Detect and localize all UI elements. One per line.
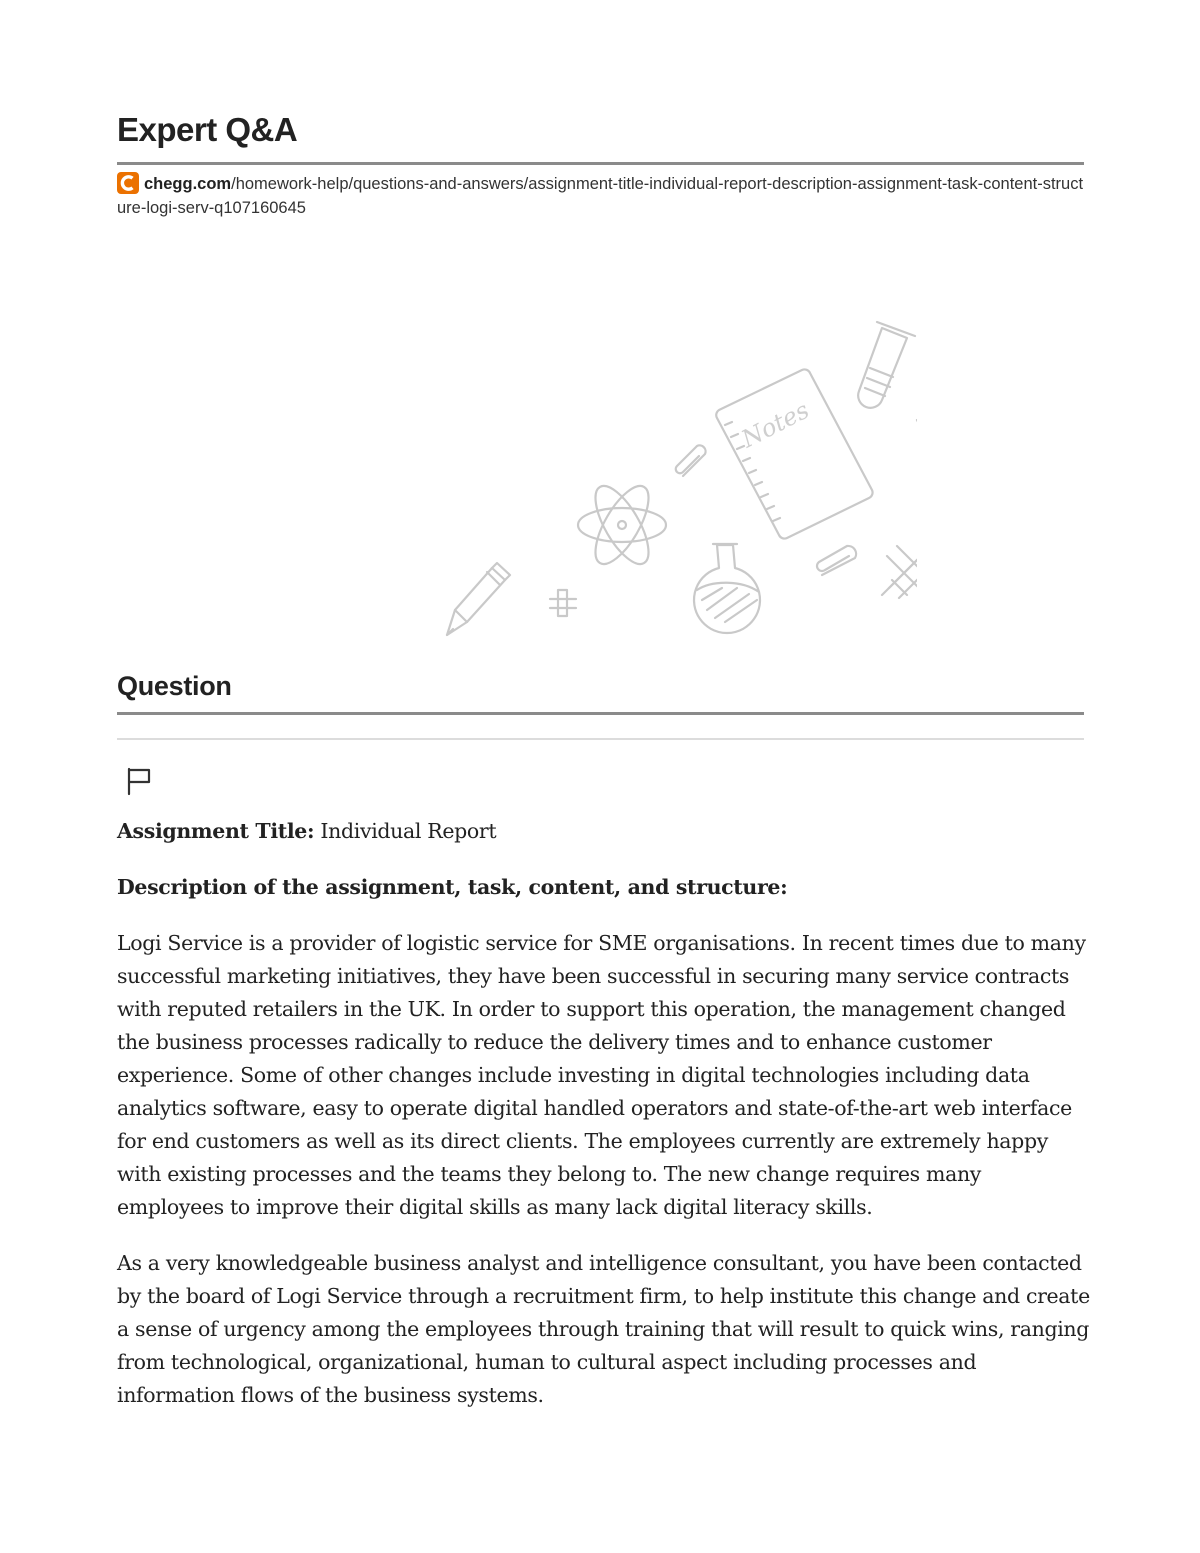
assignment-title-label: Assignment Title: [117, 819, 315, 843]
source-link[interactable] [117, 172, 1084, 220]
question-heading: Question [117, 671, 232, 701]
paperclip-icon [676, 445, 706, 476]
assignment-title-line [117, 815, 1092, 848]
notebook-label: Notes [737, 395, 814, 454]
question-divider [117, 712, 1084, 715]
question-paragraph: As a very knowledgeable business analyst and intelligence consultant, you have been contacted by the board of Logi Service through a recruitment firm, to help institute this change and create a sense of urgency among the employees through training that will result to quick wins, ranging from technological, organizational, human to cultural aspect including processes and information flows of the business systems. [117, 1251, 1090, 1407]
description-heading: Description of the assignment, task, content, and structure: [117, 875, 788, 899]
atom-icon [578, 478, 666, 571]
question-subdivider [117, 738, 1084, 740]
cross-icon [882, 546, 917, 598]
study-doodle-illustration [327, 250, 917, 650]
page-title: Expert Q&A [117, 111, 298, 148]
source-path: /homework-help/questions-and-answers/assignment-title-individual-report-description-assignment-task-content-structure-logi-serv-q107160645 [117, 175, 1084, 217]
plus-icon [550, 590, 576, 616]
test-tube-icon [858, 322, 915, 408]
chegg-logo-icon [117, 172, 139, 194]
flask-icon [694, 544, 760, 633]
question-paragraph: Logi Service is a provider of logistic service for SME organisations. In recent times due to many successful marketing initiatives, they have been successful in securing many service contracts with reputed retailers in the UK. In order to support this operation, the management changed the business processes radically to reduce the delivery times and to enhance customer experience. Some of other changes include investing in digital technologies including data analytics software, easy to operate digital handled operators and state-of-the-art web interface for end customers as well as its direct clients. The employees currently are extremely happy with existing processes and the teams they belong to. The new change requires many employees to improve their digital skills as many lack digital literacy skills. [117, 931, 1086, 1219]
notebook-icon [716, 369, 872, 538]
source-domain: chegg.com [144, 175, 232, 193]
question-body [117, 815, 1092, 1435]
assignment-title-value: Individual Report [320, 819, 497, 843]
paperclip-icon [817, 546, 856, 575]
pencil-icon [447, 563, 510, 635]
title-divider [117, 162, 1084, 165]
flag-icon[interactable] [121, 764, 153, 798]
